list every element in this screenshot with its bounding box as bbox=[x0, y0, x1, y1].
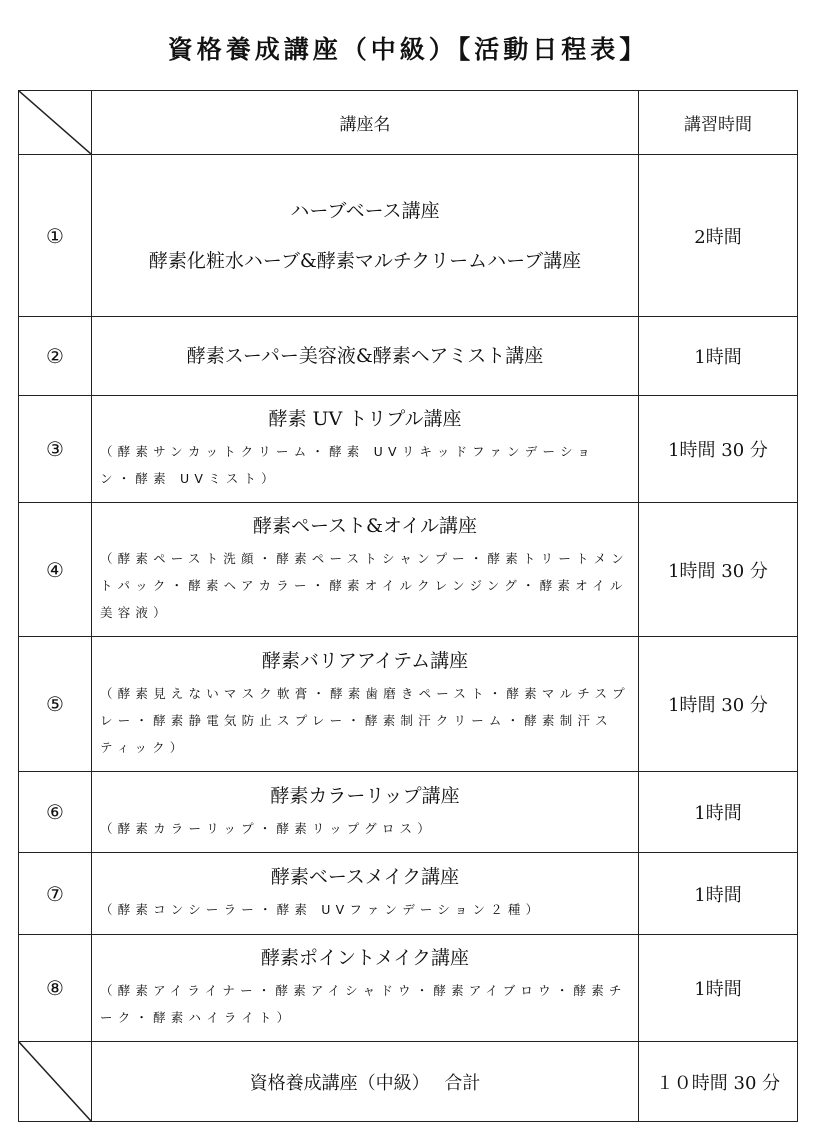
course-cell bbox=[92, 935, 639, 1042]
row-number: ⑧ bbox=[19, 935, 92, 1042]
course-name: 酵素スーパー美容液&酵素ヘアミスト講座 bbox=[186, 345, 544, 367]
table-row bbox=[19, 503, 798, 637]
course-cell bbox=[92, 155, 639, 317]
table-row bbox=[19, 772, 798, 853]
course-hours: 1時間 bbox=[639, 317, 798, 396]
course-name: 酵素ポイントメイク講座 bbox=[260, 947, 470, 969]
course-name: 酵素ベースメイク講座 bbox=[270, 866, 460, 888]
total-row bbox=[19, 1042, 798, 1122]
course-cell bbox=[92, 396, 639, 503]
table-row bbox=[19, 853, 798, 935]
total-label: 資格養成講座（中級） 合計 bbox=[92, 1042, 639, 1122]
course-cell bbox=[92, 503, 639, 637]
course-cell bbox=[92, 772, 639, 853]
course-hours: 1時間 bbox=[639, 935, 798, 1042]
row-number: ⑥ bbox=[19, 772, 92, 853]
course-name: 酵素ペースト&オイル講座 bbox=[252, 515, 477, 537]
course-detail: （酵素サンカットクリーム・酵素 UVリキッドファンデーション・酵素 UVミスト） bbox=[100, 444, 596, 486]
table-row bbox=[19, 155, 798, 317]
header-row bbox=[19, 91, 798, 155]
row-number: ② bbox=[19, 317, 92, 396]
course-hours: 1時間 30 分 bbox=[639, 637, 798, 772]
table-row bbox=[19, 317, 798, 396]
corner-diagonal-cell bbox=[19, 91, 92, 155]
course-hours: 1時間 30 分 bbox=[639, 503, 798, 637]
diagonal-line bbox=[19, 1042, 91, 1121]
course-name: 酵素 UV トリプル講座 bbox=[268, 408, 462, 430]
table-row bbox=[19, 935, 798, 1042]
hours-header: 講習時間 bbox=[639, 91, 798, 155]
total-hours: １０時間 30 分 bbox=[639, 1042, 798, 1122]
course-detail: （酵素見えないマスク軟膏・酵素歯磨きペースト・酵素マルチスプレー・酵素静電気防止スプレー・酵素制汗クリーム・酵素制汗スティック） bbox=[100, 685, 630, 755]
course-cell bbox=[92, 637, 639, 772]
course-cell bbox=[92, 317, 639, 396]
course-hours: 1時間 bbox=[639, 772, 798, 853]
schedule-table bbox=[18, 90, 798, 1122]
course-name: 酵素バリアアイテム講座 bbox=[261, 649, 469, 672]
course-name: 酵素カラーリップ講座 bbox=[270, 784, 460, 807]
row-number: ④ bbox=[19, 503, 92, 637]
course-detail: （酵素アイライナー・酵素アイシャドウ・酵素アイブロウ・酵素チーク・酵素ハイライト） bbox=[100, 983, 627, 1025]
course-detail: （酵素ペースト洗顔・酵素ペーストシャンプー・酵素トリートメントパック・酵素ヘアカラー・酵素オイルクレンジング・酵素オイル美容液） bbox=[100, 551, 630, 620]
row-number: ① bbox=[19, 155, 92, 317]
document-title: 資格養成講座（中級）【活動日程表】 bbox=[167, 35, 649, 64]
course-detail: （酵素コンシーラー・酵素 UVファンデーション２種） bbox=[100, 902, 544, 917]
course-header: 講座名 bbox=[92, 91, 639, 155]
course-hours: 1時間 bbox=[639, 853, 798, 935]
table-row bbox=[19, 396, 798, 503]
course-detail: （酵素カラーリップ・酵素リップグロス） bbox=[100, 820, 435, 836]
row-number: ⑦ bbox=[19, 853, 92, 935]
course-cell bbox=[92, 853, 639, 935]
row-number: ⑤ bbox=[19, 637, 92, 772]
course-hours: 2時間 bbox=[639, 155, 798, 317]
table-row bbox=[19, 637, 798, 772]
total-corner-diagonal-cell bbox=[19, 1042, 92, 1122]
course-name: ハーブベース講座 bbox=[290, 199, 440, 222]
course-name-second-line: 酵素化粧水ハーブ&酵素マルチクリームハーブ講座 bbox=[148, 249, 582, 272]
course-hours: 1時間 30 分 bbox=[639, 396, 798, 503]
row-number: ③ bbox=[19, 396, 92, 503]
diagonal-line bbox=[19, 91, 91, 154]
